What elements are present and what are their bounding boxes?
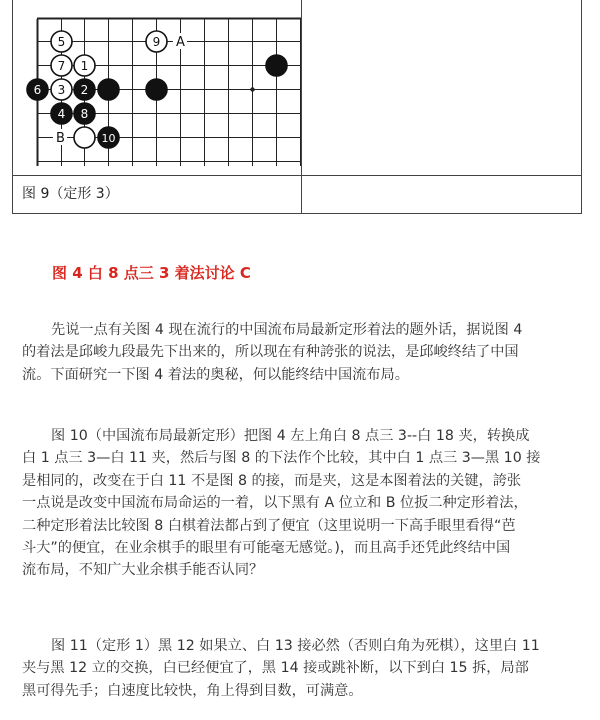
text-line: 图 11（定形 1）黑 12 如果立、白 13 接必然（否则白角为死棋），这里白 11 [51, 638, 540, 654]
label-b: B [56, 131, 65, 146]
stone-number: 9 [152, 35, 161, 49]
star-point [250, 87, 254, 91]
empty-cell-top [301, 0, 582, 176]
text-line: 图 10（中国流布局最新定形）把图 4 左上角白 8 点三 3--白 18 夹，转换成 [51, 428, 530, 444]
paragraph-1 [22, 319, 584, 386]
stone [98, 127, 119, 148]
figure-caption: 图 9（定形 3） [22, 186, 119, 202]
stone [98, 79, 119, 100]
stone [51, 31, 72, 52]
text-line: 是相同的，改变在于白 11 不是图 8 的接，而是夹，这是本图着法的关键，誇张 [22, 472, 522, 489]
text-line: 先说一点有关图 4 现在流行的中国流布局最新定形着法的题外话，据说图 4 [51, 322, 523, 338]
text-line: 的着法是邱峻九段最先下出来的，所以现在有种誇张的说法，是邱峻终结了中国 [22, 344, 519, 361]
text-line: 夹与黑 12 立的交换，白已经便宜了，黑 14 接或跳补断，以下到白 15 拆，局部 [22, 660, 529, 677]
stone-number: 8 [80, 107, 89, 121]
stone [74, 79, 95, 100]
go-board-diagram [0, 0, 310, 176]
paragraph-3 [22, 635, 584, 702]
stone [146, 79, 167, 100]
stone [266, 55, 287, 76]
stone [146, 31, 167, 52]
stone [74, 127, 95, 148]
stone [27, 79, 48, 100]
stone-number: 3 [57, 83, 66, 97]
paragraph-2 [22, 425, 584, 582]
text-line: 斗大”的便宜，在业余棋手的眼里有可能毫无感觉。)，而且高手还凭此终结中国 [22, 540, 511, 557]
stone-number: 2 [80, 83, 89, 97]
empty-cell-bottom [301, 175, 582, 214]
text-line: 流。下面研究一下图 4 着法的奥秘，何以能终结中国流布局。 [22, 366, 409, 383]
text-line: 白 1 点三 3—白 11 夹，然后与图 8 的下法作个比较，其中白 1 点三 3—黑 10 接 [22, 450, 541, 467]
stone [51, 55, 72, 76]
stone-number: 1 [80, 59, 89, 73]
text-line: 流布局，不知广大业余棋手能否认同？ [22, 562, 264, 579]
stone-number: 4 [57, 107, 66, 121]
text-line: 二种定形着法比较图 8 白棋着法都占到了便宜（这里说明一下高手眼里看得“芭 [22, 517, 516, 534]
stone-number: 5 [57, 35, 66, 49]
stone-number: 7 [57, 59, 66, 73]
stone [51, 79, 72, 100]
stone [74, 55, 95, 76]
label-a: A [176, 35, 185, 50]
text-line: 黑可得先手；白速度比较快，角上得到目数，可满意。 [22, 682, 363, 699]
stone [74, 103, 95, 124]
stone [51, 103, 72, 124]
section-heading: 图 4 白 8 点三 3 着法讨论 C [52, 264, 251, 282]
stone-number: 6 [33, 83, 42, 97]
stone-number: 10 [101, 132, 116, 145]
text-line: 一点说是改变中国流布局命运的一着，以下黑有 A 位立和 B 位扳二种定形着法， [22, 495, 528, 512]
